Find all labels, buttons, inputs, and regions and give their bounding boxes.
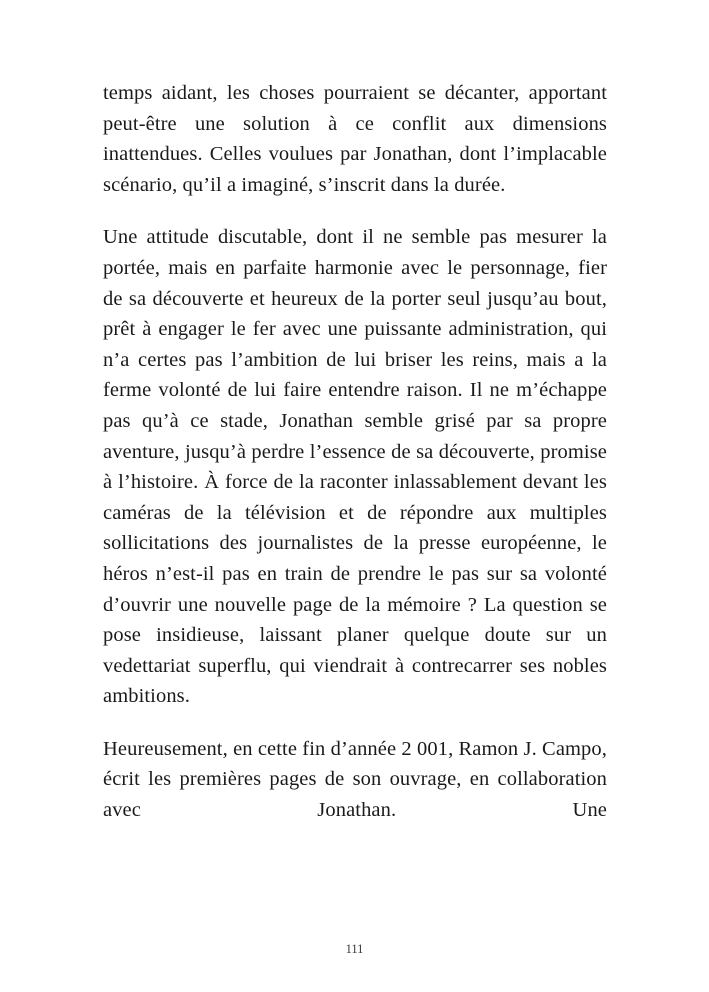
paragraph: temps aidant, les choses pourraient se décanter, apportant peut-être une solution à ce conflit aux dimensions inattendues. Celles voulues par Jonathan, dont l’implacable scénario, qu’il a imaginé, s’inscrit dans la durée. <box>103 82 607 196</box>
body-text-column <box>103 78 607 856</box>
paragraph: Une attitude discutable, dont il ne semble pas mesurer la portée, mais en parfaite harmonie avec le personnage, fier de sa découverte et heureux de la porter seul jusqu’au bout, prêt à engager le fer avec une puissante administration, qui n’a certes pas l’ambition de lui briser les reins, mais a la ferme volonté de lui faire entendre raison. Il ne m’échappe pas qu’à ce stade, Jonathan semble grisé par sa propre aventure, jusqu’à perdre l’essence de sa découverte, promise à l’histoire. À force de la raconter inlassablement devant les caméras de la télévision et de répondre aux multiples sollicitations des journalistes de la presse européenne, le héros n’est-il pas en train de prendre le pas sur sa volonté d’ouvrir une nouvelle page de la mémoire ? La question se pose insidieuse, laissant planer quelque doute sur un vedettariat superflu, qui viendrait à contrecarrer ses nobles ambitions. <box>103 226 607 708</box>
paragraph: Heureusement, en cette fin d’année 2 001, Ramon J. Campo, écrit les premières pages de son ouvrage, en collaboration avec Jonathan. Une <box>103 737 607 822</box>
page-number: 111 <box>345 942 364 956</box>
